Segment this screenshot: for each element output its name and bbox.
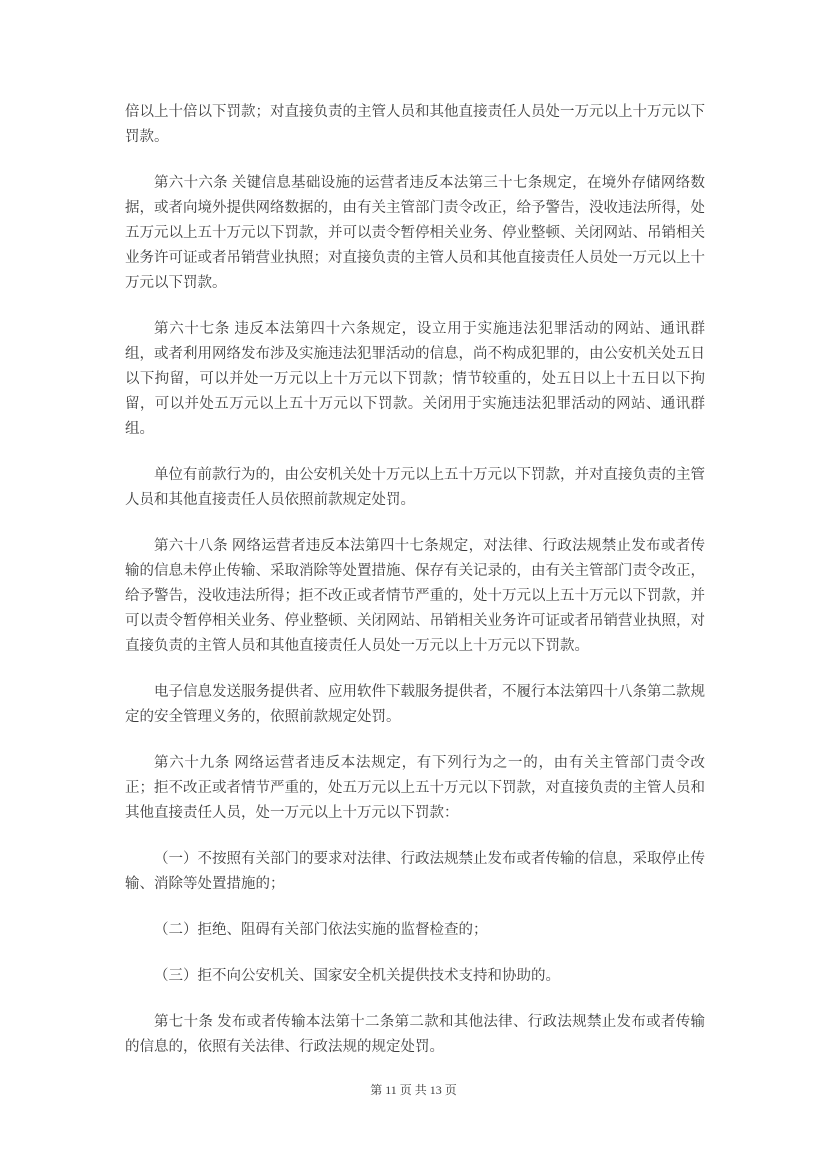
article-68-paragraph-2: 电子信息发送服务提供者、应用软件下载服务提供者，不履行本法第四十八条第二款规定的安全管理义务的，依照前款规定处罚。 [125,684,705,725]
article-68: 第六十八条 网络运营者违反本法第四十七条规定，对法律、行政法规禁止发布或者传输的信息未停止传输、采取消除等处置措施、保存有关记录的，由有关主管部门责令改正，给予警告，没收违法所得；拒不改正或者情节严重的，处十万元以上五十万元以下罚款，并可以责令暂停相关业务、停业整顿、关闭网站、吊销相关业务许可证或者吊销营业执照，对直接负责的主管人员和其他直接责任人员处一万元以上十万元以下罚款。 [125,538,705,654]
article-67-paragraph-2: 单位有前款行为的，由公安机关处十万元以上五十万元以下罚款，并对直接负责的主管人员和其他直接责任人员依照前款规定处罚。 [125,467,705,508]
page-footer: 第 11 页 共 13 页 [370,1083,457,1097]
article-69-item-1: （一）不按照有关部门的要求对法律、行政法规禁止发布或者传输的信息，采取停止传输、消除等处置措施的； [125,851,705,892]
paragraph-continuation: 倍以上十倍以下罚款；对直接负责的主管人员和其他直接责任人员处一万元以上十万元以下罚款。 [125,104,705,145]
article-69: 第六十九条 网络运营者违反本法规定，有下列行为之一的，由有关主管部门责令改正；拒不改正或者情节严重的，处五万元以上五十万元以下罚款，对直接负责的主管人员和其他直接责任人员，处一万元以上十万元以下罚款： [125,755,705,821]
article-70: 第七十条 发布或者传输本法第十二条第二款和其他法律、行政法规禁止发布或者传输的信息的，依照有关法律、行政法规的规定处罚。 [125,1014,705,1055]
document-body [125,100,705,1060]
article-69-item-3: （三）拒不向公安机关、国家安全机关提供技术支持和协助的。 [154,968,560,984]
article-69-item-2: （二）拒绝、阻碍有关部门依法实施的监督检查的； [154,922,488,938]
article-66: 第六十六条 关键信息基础设施的运营者违反本法第三十七条规定，在境外存储网络数据，或者向境外提供网络数据的，由有关主管部门责令改正，给予警告，没收违法所得，处五万元以上五十万元以下罚款，并可以责令暂停相关业务、停业整顿、关闭网站、吊销相关业务许可证或者吊销营业执照；对直接负责的主管人员和其他直接责任人员处一万元以上十万元以下罚款。 [125,175,705,291]
article-67: 第六十七条 违反本法第四十六条规定，设立用于实施违法犯罪活动的网站、通讯群组，或者利用网络发布涉及实施违法犯罪活动的信息，尚不构成犯罪的，由公安机关处五日以下拘留，可以并处一万元以上十万元以下罚款；情节较重的，处五日以上十五日以下拘留，可以并处五万元以上五十万元以下罚款。关闭用于实施违法犯罪活动的网站、通讯群组。 [125,321,705,437]
